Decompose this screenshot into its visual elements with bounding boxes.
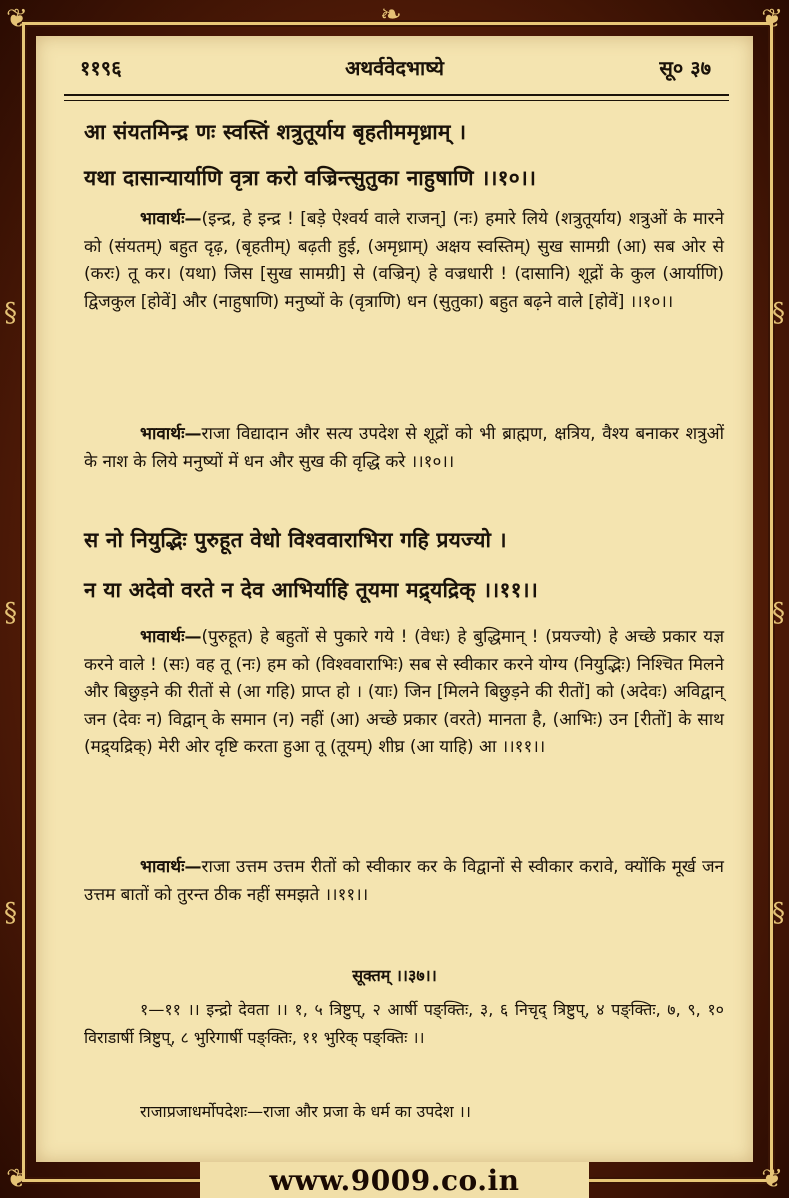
page-number: ११९६ [80, 56, 122, 80]
corner-ornament-icon: ❦ [761, 4, 783, 34]
sukta-info-text: १—११ ।। इन्द्रो देवता ।। १, ५ त्रिष्टुप्, २ आर्षी पङ्क्तिः, ३, ६ निचृद् त्रिष्टुप्, ४ पङ्क्तिः, ७, ९, १० विराडार्षी त्रिष्टुप्, ८ भुरिगार्षी पङ्क्तिः, ११ भुरिक् पङ्क्तिः ।। [84, 1000, 724, 1047]
book-title: अथर्ववेदभाष्ये [345, 56, 444, 80]
bhavarth-text: राजा उत्तम उत्तम रीतों को स्वीकार कर के विद्वानों से स्वीकार करावे, क्योंकि मूर्ख जन उत्तम बातों को तुरन्त ठीक नहीं समझते ।।११।। [84, 857, 724, 905]
side-ornament-icon: § [4, 598, 17, 628]
mantra-11-line-1: स नो नियुद्भिः पुरुहूत वेधो विश्ववाराभिरा गहि प्रयज्यो । [84, 528, 507, 552]
side-ornament-icon: § [772, 598, 785, 628]
side-ornament-icon: § [772, 298, 785, 328]
header-rule [64, 94, 729, 101]
top-ornament-icon: ❧ [380, 0, 402, 30]
sukta-heading: सूक्तम् ।।३७।। [352, 966, 437, 985]
side-ornament-icon: § [4, 898, 17, 928]
footer-website[interactable]: www.9009.co.in [269, 1164, 520, 1197]
mantra-11-line-2: न या अदेवो वरते न देव आभिर्याहि तूयमा मद्र्यद्रिक् ।।११।। [84, 578, 539, 602]
bhavarth-text: (पुरुहूत) हे बहुतों से पुकारे गये ! (वेधः) हे बुद्धिमान् ! (प्रयज्यो) हे अच्छे प्रकार यज्ञ करने वाले ! (सः) वह तू (नः) हम को (विश्ववाराभिः) सब से स्वीकार करने योग्य (नियुद्भिः) निश्चित मिलने और बिछुड़ने की रीतों से (आ गहि) प्राप्त हो । (याः) जिन [मिलने बिछुड़ने की रीतों] को (अदेवः) अविद्वान् जन (देवः न) विद्वान् के समान (न) नहीं (आ) अच्छे प्रकार (वरते) मानता है, (आभिः) उन [रीतों] के साथ (मद्र्यद्रिक्) मेरी ओर दृष्टि करता हुआ तू (तूयम्) शीघ्र (आ याहि) आ ।।११।। [84, 627, 724, 757]
bhavarth-10-word-meaning [84, 206, 724, 316]
bhavarth-label: भावार्थः— [140, 857, 202, 877]
book-page [36, 36, 753, 1162]
bhavarth-label: भावार्थः— [140, 209, 202, 229]
side-ornament-icon: § [772, 898, 785, 928]
mantra-10-line-1: आ संयतमिन्द्र णः स्वस्तिं शत्रुतूर्याय बृहतीममृध्राम् । [84, 120, 467, 144]
corner-ornament-icon: ❦ [761, 1164, 783, 1194]
topic-line [84, 1098, 724, 1126]
topic-text: राजाप्रजाधर्मोपदेशः—राजा और प्रजा के धर्म का उपदेश ।। [140, 1102, 471, 1121]
bhavarth-10-summary [84, 421, 724, 476]
bhavarth-text: राजा विद्यादान और सत्य उपदेश से शूद्रों को भी ब्राह्मण, क्षत्रिय, वैश्य बनाकर शत्रुओं के नाश के लिये मनुष्यों में धन और सुख की वृद्धि करे ।।१०।। [84, 424, 724, 472]
sukta-reference: सू० ३७ [659, 56, 711, 80]
bhavarth-11-summary [84, 854, 724, 909]
side-ornament-icon: § [4, 298, 17, 328]
mantra-10-line-2: यथा दासान्यार्याणि वृत्रा करो वज्रिन्त्सुतुका नाहुषाणि ।।१०।। [84, 166, 537, 190]
bhavarth-11-word-meaning [84, 624, 724, 762]
bhavarth-text: (इन्द्र, हे इन्द्र ! [बड़े ऐश्वर्य वाले राजन्] (नः) हमारे लिये (शत्रुतूर्याय) शत्रुओं के मारने को (संयतम्) बहुत दृढ़, (बृहतीम्) बढ़ती हुई, (अमृध्राम्) अक्षय स्वस्तिम्) सुख सामग्री (आ) सब ओर से (करः) तू कर। (यथा) जिस [सुख सामग्री] से (वज्रिन्) हे वज्रधारी ! (दासानि) शूद्रों के कुल (आर्याणि) द्विजकुल [होवें] और (नाहुषाणि) मनुष्यों के (वृत्राणि) धन (सुतुका) बहुत बढ़ने वाले [होवें] ।।१०।। [84, 209, 724, 312]
corner-ornament-icon: ❦ [6, 4, 28, 34]
bhavarth-label: भावार्थः— [140, 627, 202, 647]
bhavarth-label: भावार्थः— [140, 424, 202, 444]
sukta-metadata [84, 996, 724, 1052]
page-header [36, 54, 753, 84]
corner-ornament-icon: ❦ [6, 1164, 28, 1194]
